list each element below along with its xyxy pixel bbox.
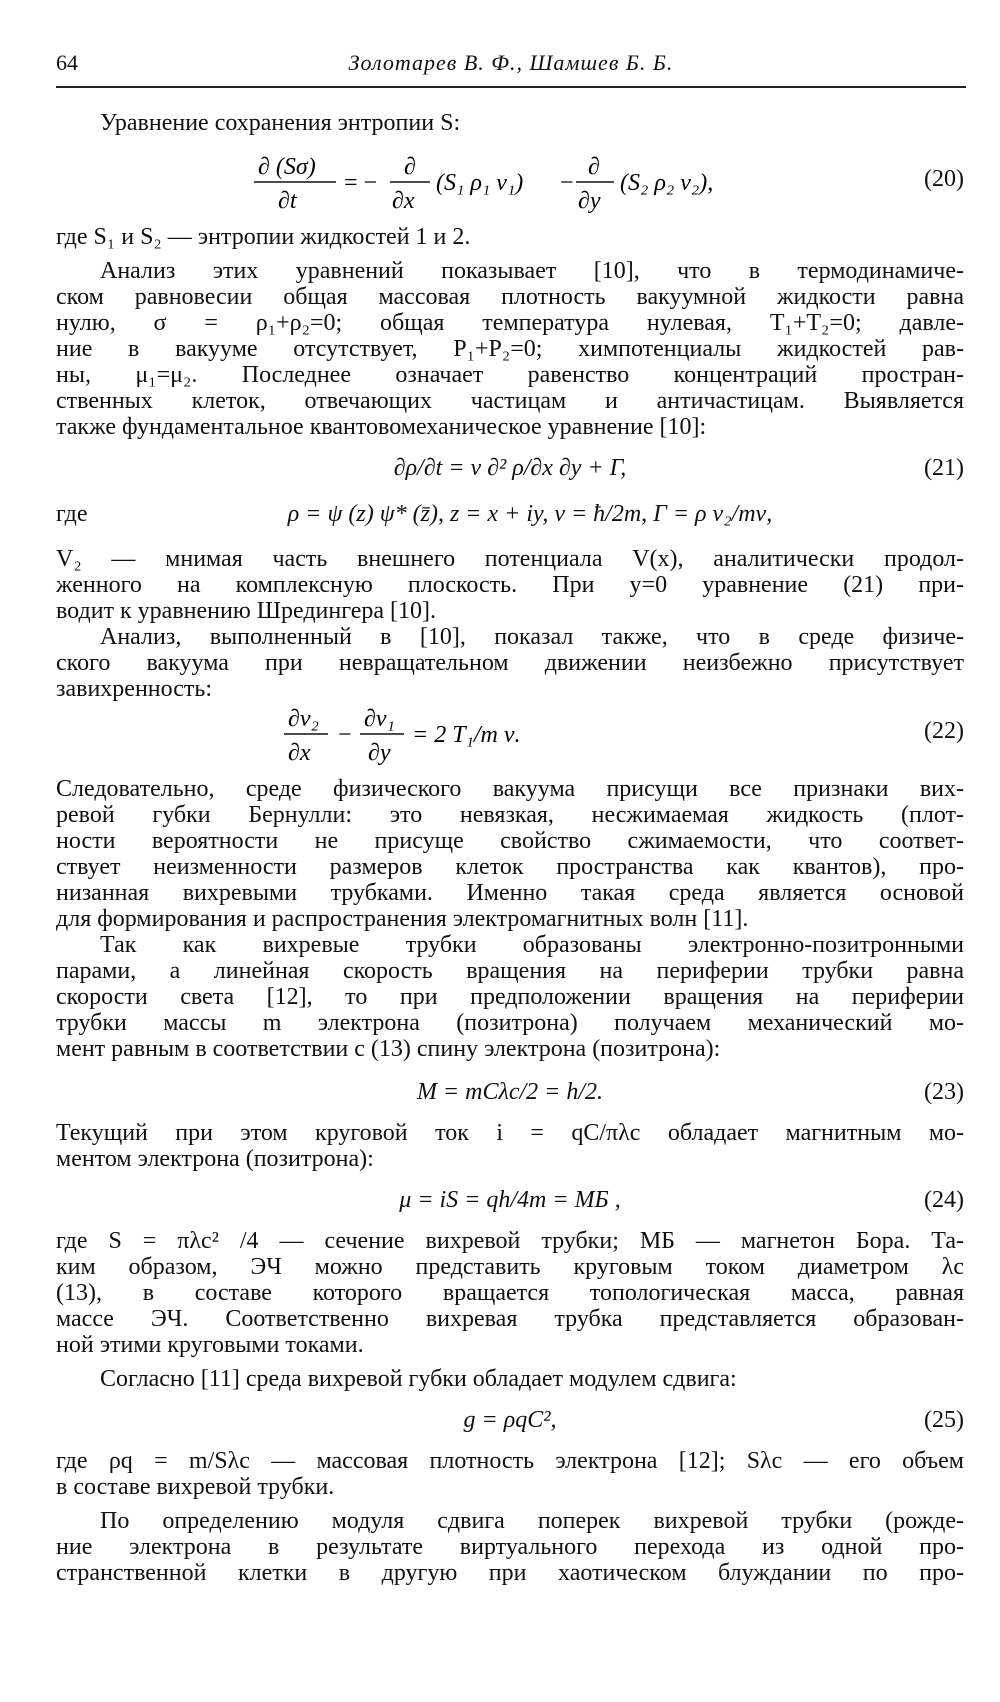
- eq21-label: (21): [924, 455, 964, 481]
- text-line: ского вакуума при невращательном движении неизбежно присутствует: [56, 650, 964, 676]
- page-number: 64: [56, 50, 78, 75]
- eq25-label: (25): [924, 1407, 964, 1433]
- eq22-rhs: = 2 T₁/m ν.: [412, 722, 521, 748]
- eq21-body: ∂ρ/∂t = ν ∂² ρ/∂x ∂y + Γ,: [393, 455, 627, 481]
- text-line: Анализ, выполненный в [10], показал также, что в среде физиче-: [100, 624, 964, 650]
- text-line: ском равновесии общая массовая плотность вакуумной жидкости равна: [56, 284, 964, 310]
- header-rule: [56, 86, 966, 88]
- eq23-label: (23): [924, 1079, 964, 1105]
- text-line: водит к уравнению Шредингера [10].: [56, 598, 437, 624]
- svg-text:−: −: [338, 722, 352, 748]
- text-line: ственных клеток, отвечающих частицам и античастицам. Выявляется: [56, 388, 964, 414]
- eq22-a-num: ∂v₂: [288, 706, 319, 732]
- text-line: ности вероятности не присуще свойство сжимаемости, что соответ-: [56, 828, 964, 854]
- text-line: где ρq = m/Sλc — массовая плотность электрона [12]; Sλc — его объем: [56, 1448, 964, 1474]
- text-line: массе ЭЧ. Соответственно вихревая трубка представляется образован-: [56, 1306, 964, 1332]
- text-line: мент равным в соответствии с (13) спину электрона (позитрона):: [56, 1036, 721, 1062]
- text-line: где S₁ и S₂ — энтропии жидкостей 1 и 2.: [56, 224, 471, 250]
- equation-22-graphic: [56, 702, 964, 766]
- equation-23: [56, 1076, 964, 1108]
- running-title: Золотарев В. Ф., Шамшев Б. Б.: [348, 50, 674, 75]
- text-line: Текущий при этом круговой ток i = qC/πλc обладает магнитным мо-: [56, 1120, 964, 1146]
- text-line: Следовательно, среде физического вакуума присущи все признаки вих-: [56, 776, 964, 802]
- text-line: для формирования и распространения электромагнитных волн [11].: [56, 906, 749, 932]
- text-line: Согласно [11] среда вихревой губки обладает модулем сдвига:: [100, 1366, 737, 1392]
- eq24-body: μ = iS = qh/4m = MБ ,: [399, 1187, 621, 1213]
- text-line: ким образом, ЭЧ можно представить круговым током диаметром λc: [56, 1254, 964, 1280]
- eq20-t1-num: ∂: [404, 154, 416, 180]
- text-line: (13), в составе которого вращается топологическая масса, равная: [56, 1280, 964, 1306]
- where21-body: ρ = ψ (z) ψ* (z̄), z = x + iy, ν = ħ/2m, Γ = ρ v₂/mν,: [287, 501, 773, 527]
- text-line: скорости света [12], то при предположении вращения на периферии: [56, 984, 964, 1010]
- text-line: ментом электрона (позитрона):: [56, 1146, 374, 1172]
- text-line: где S = πλc² /4 — сечение вихревой трубки; MБ — магнетон Бора. Та-: [56, 1228, 964, 1254]
- page-header: [56, 50, 966, 90]
- text-line: трубки массы m электрона (позитрона) получаем механический мо-: [56, 1010, 964, 1036]
- equation-20-graphic: [56, 150, 964, 214]
- text-line: в составе вихревой трубки.: [56, 1474, 335, 1500]
- text-line: также фундаментальное квантовомеханическое уравнение [10]:: [56, 414, 707, 440]
- text-line: Анализ этих уравнений показывает [10], что в термодинамиче-: [100, 258, 964, 284]
- eq22-label: (22): [924, 718, 964, 744]
- text-line: ние электрона в результате виртуального перехода из одной про-: [56, 1534, 964, 1560]
- text-line: По определению модуля сдвига поперек вихревой трубки (рожде-: [100, 1508, 964, 1534]
- text-line: V₂ — мнимая часть внешнего потенциала V(x), аналитически продол-: [56, 546, 964, 572]
- eq22-b-den: ∂y: [368, 740, 391, 766]
- text-line: парами, а линейная скорость вращения на периферии трубки равна: [56, 958, 964, 984]
- where-word: где: [56, 501, 88, 527]
- eq20-t1-body: (S₁ ρ₁ v₁): [436, 170, 524, 196]
- eq22-a-den: ∂x: [288, 740, 311, 766]
- text-line: нулю, σ = ρ₁+ρ₂=0; общая температура нулевая, T₁+T₂=0; давле-: [56, 310, 964, 336]
- eq25-body: g = ρqC²,: [463, 1407, 557, 1433]
- equation-25: [56, 1404, 964, 1436]
- text-line: Уравнение сохранения энтропии S:: [100, 110, 461, 136]
- svg-text:−: −: [560, 170, 574, 196]
- equation-21-where: [56, 498, 964, 530]
- text-line: ствует неизменности размеров клеток пространства как квантов), про-: [56, 854, 964, 880]
- text-line: Так как вихревые трубки образованы электронно-позитронными: [100, 932, 964, 958]
- eq20-t2-num: ∂: [588, 154, 600, 180]
- svg-text:= −: = −: [344, 170, 378, 196]
- eq23-body: M = mCλc/2 = h/2.: [416, 1079, 604, 1105]
- equation-24: [56, 1184, 964, 1216]
- eq20-t1-den: ∂x: [392, 188, 415, 214]
- equation-20: [56, 150, 964, 214]
- text-line: ние в вакууме отсутствует, P₁+P₂=0; химпотенциалы жидкостей рав-: [56, 336, 964, 362]
- eq20-lhs-num: ∂ (Sσ): [258, 154, 316, 180]
- text-line: странственной клетки в другую при хаотическом блуждании по про-: [56, 1560, 964, 1586]
- text-line: женного на комплексную плоскость. При y=0 уравнение (21) при-: [56, 572, 964, 598]
- text-line: ны, μ₁=μ₂. Последнее означает равенство концентраций простран-: [56, 362, 964, 388]
- text-line: низанная вихревыми трубками. Именно такая среда является основой: [56, 880, 964, 906]
- eq22-b-num: ∂v₁: [364, 706, 395, 732]
- equation-21: [56, 452, 964, 484]
- text-line: ревой губки Бернулли: это невязкая, несжимаемая жидкость (плот-: [56, 802, 964, 828]
- eq20-label: (20): [924, 166, 964, 192]
- eq20-t2-body: (S₂ ρ₂ v₂),: [620, 170, 714, 196]
- eq20-t2-den: ∂y: [578, 188, 601, 214]
- eq20-lhs-den: ∂t: [278, 188, 297, 214]
- text-line: завихренность:: [56, 676, 212, 702]
- eq24-label: (24): [924, 1187, 964, 1213]
- equation-22: [56, 702, 964, 766]
- text-line: ной этими круговыми токами.: [56, 1332, 364, 1358]
